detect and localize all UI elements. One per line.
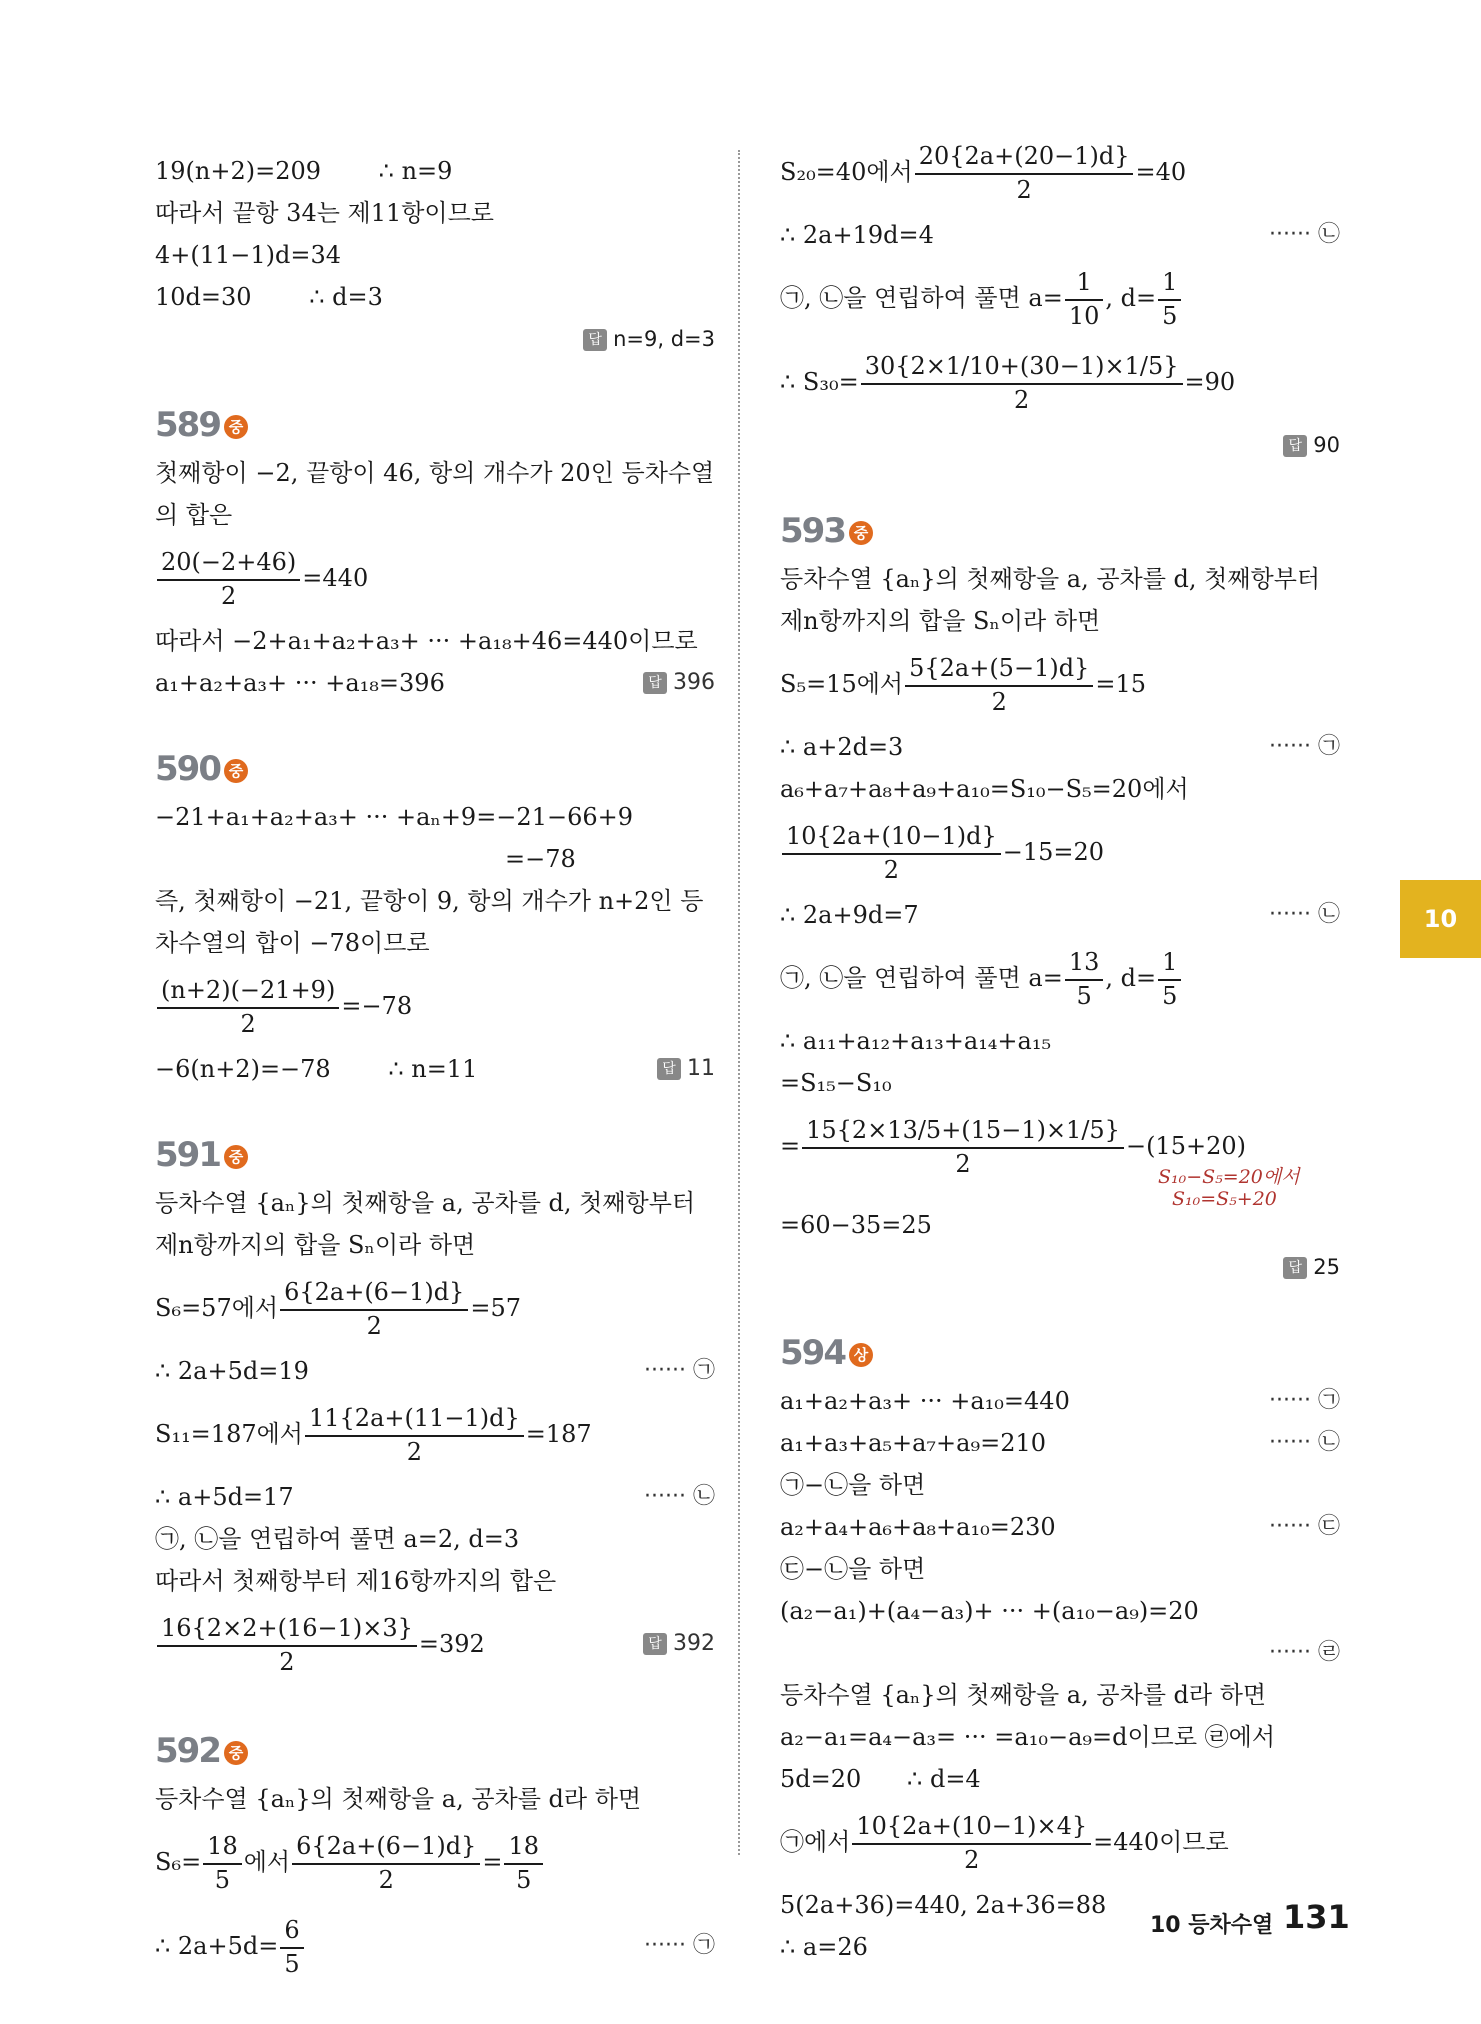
p590-result: ∴ n=11 — [388, 1055, 478, 1083]
eq-result: ∴ 2a+19d=4 — [780, 221, 934, 249]
level-badge: 중 — [849, 521, 873, 545]
eq-result: ∴ 2a+5d=19 — [155, 1357, 309, 1385]
p591-line-c — [155, 1392, 715, 1476]
eq-prefix: = — [780, 1132, 801, 1160]
p591-line-f: 따라서 첫째항부터 제16항까지의 합은 — [155, 1567, 557, 1595]
fraction-numerator: 16{2×2+(16−1)×3} — [157, 1613, 417, 1646]
fraction-denominator: 5 — [1076, 981, 1092, 1010]
p591-line-g — [155, 1602, 715, 1686]
problem-number: 591 — [155, 1135, 220, 1175]
p590-line-1: −21+a₁+a₂+a₃+ ··· +aₙ+9=−21−66+9 — [155, 803, 633, 831]
p592c-line-a — [780, 130, 1340, 214]
answer-intro — [155, 318, 715, 360]
fraction — [915, 141, 1134, 205]
p590-eq: −6(n+2)=−78 — [155, 1055, 331, 1083]
p590-line-5 — [155, 1048, 715, 1090]
eq-prefix: ㉠에서 — [780, 1828, 851, 1856]
footer-chapter-label: 10 등차수열 — [1150, 1913, 1274, 1938]
answer-value: 25 — [1313, 1255, 1340, 1279]
level-badge: 상 — [849, 1343, 873, 1367]
eq-suffix: =15 — [1095, 670, 1146, 698]
fraction-denominator: 5 — [214, 1865, 231, 1894]
annotation-line-1: S₁₀−S₅=20에서 — [1158, 1166, 1300, 1188]
eq-suffix: =187 — [525, 1420, 592, 1448]
eq-middle: , d= — [1105, 964, 1157, 992]
fraction — [782, 821, 1001, 885]
answer-value: n=9, d=3 — [613, 327, 715, 351]
eq-result: a₂+a₄+a₆+a₈+a₁₀=230 — [780, 1513, 1056, 1541]
eq-prefix: ∴ S₃₀= — [780, 368, 859, 396]
fraction-numerator: 1 — [1158, 947, 1181, 980]
p594-line-g: 등차수열 {aₙ}의 첫째항을 a, 공차를 d라 하면 — [780, 1681, 1267, 1709]
fraction-denominator: 2 — [1013, 385, 1030, 414]
answer-value: 90 — [1313, 433, 1340, 457]
right-column — [780, 142, 1340, 1968]
fraction — [852, 1811, 1091, 1875]
answer-tag: 답 — [643, 1633, 667, 1655]
fraction-numerator: 10{2a+(10−1)×4} — [852, 1811, 1091, 1844]
answer-592 — [780, 424, 1340, 466]
p589-line-4 — [155, 662, 715, 704]
fraction-numerator: 15{2×13/5+(15−1)×1/5} — [802, 1115, 1124, 1148]
fraction — [157, 975, 339, 1039]
eq-suffix: −(15+20) — [1125, 1132, 1246, 1160]
p594-line-e: ㉢−㉡을 하면 — [780, 1555, 926, 1583]
p594-line-j — [780, 1800, 1340, 1884]
p593-line-1: 등차수열 {aₙ}의 첫째항을 a, 공차를 d, 첫째항부터 제n항까지의 합을 Sₙ이라 하면 — [780, 565, 1321, 635]
fraction-denominator: 2 — [406, 1437, 423, 1466]
p594-line-d — [780, 1506, 1340, 1548]
p589-fraction-line — [155, 536, 715, 620]
answer-value: 396 — [673, 670, 715, 695]
p593-line-b — [780, 726, 1340, 768]
answer-589 — [643, 662, 715, 704]
p594-line-l: ∴ a=26 — [780, 1933, 868, 1961]
fraction — [305, 1403, 524, 1467]
p593-line-f — [780, 936, 1340, 1020]
fraction-numerator: 1 — [1158, 267, 1181, 300]
p590-fraction-line — [155, 964, 715, 1048]
fraction-denominator: 2 — [240, 1009, 256, 1038]
fraction — [280, 1277, 468, 1341]
level-badge: 중 — [224, 1741, 248, 1765]
answer-593 — [780, 1246, 1340, 1288]
p589-line-3: 따라서 −2+a₁+a₂+a₃+ ··· +a₁₈+46=440이므로 — [155, 627, 698, 655]
answer-tag: 답 — [583, 329, 607, 351]
fraction — [1065, 267, 1104, 331]
page-number: 131 — [1283, 1898, 1350, 1936]
level-badge: 중 — [224, 415, 248, 439]
fraction — [1065, 947, 1104, 1011]
p593-line-i — [780, 1104, 1340, 1210]
p594-line-a — [780, 1380, 1340, 1422]
p591-line-e: ㉠, ㉡을 연립하여 풀면 a=2, d=3 — [155, 1525, 520, 1553]
p594-line-f: (a₂−a₁)+(a₄−a₃)+ ··· +(a₁₀−a₉)=20 — [780, 1597, 1199, 1625]
equation-marker: ······ ㉡ — [1269, 902, 1340, 927]
p590-line-3: 즉, 첫째항이 −21, 끝항이 9, 항의 개수가 n+2인 등차수열의 합이 −78이므로 — [155, 887, 704, 957]
p594-line-f-mark — [780, 1632, 1340, 1674]
fraction-numerator: 5{2a+(5−1)d} — [905, 653, 1093, 686]
eq-suffix: −15=20 — [1002, 838, 1105, 866]
fraction-denominator: 5 — [284, 1949, 300, 1978]
equation-marker: ······ ㉡ — [644, 1484, 715, 1509]
column-divider — [738, 150, 740, 1855]
fraction-numerator: 18 — [504, 1831, 543, 1864]
eq-result: ∴ a+2d=3 — [780, 733, 904, 761]
answer-tag: 답 — [657, 1058, 681, 1080]
p593-line-h: =S₁₅−S₁₀ — [780, 1069, 892, 1097]
fraction-denominator: 5 — [1162, 301, 1178, 330]
p591-line-b — [155, 1350, 715, 1392]
answer-tag: 답 — [643, 672, 667, 694]
problem-593-number — [780, 504, 1340, 558]
eq-result: a₁+a₃+a₅+a₇+a₉=210 — [780, 1429, 1047, 1457]
intro-line-3: 4+(11−1)d=34 — [155, 241, 342, 269]
eq-suffix: =57 — [470, 1294, 521, 1322]
intro-result: ∴ n=9 — [378, 157, 453, 185]
equation-marker: ······ ㉠ — [1269, 734, 1340, 759]
fraction-numerator: 30{2×1/10+(30−1)×1/5} — [861, 351, 1183, 384]
equation-marker: ······ ㉣ — [1269, 1640, 1340, 1665]
fraction — [292, 1831, 480, 1895]
p591-line-a — [155, 1266, 715, 1350]
fraction-numerator: 11{2a+(11−1)d} — [305, 1403, 524, 1436]
p593-line-c: a₆+a₇+a₈+a₉+a₁₀=S₁₀−S₅=20에서 — [780, 775, 1189, 803]
problem-number: 593 — [780, 511, 845, 551]
problem-591-number — [155, 1128, 715, 1182]
fraction-denominator: 2 — [883, 855, 900, 884]
p589-result: a₁+a₂+a₃+ ··· +a₁₈=396 — [155, 669, 445, 697]
p594-line-c: ㉠−㉡을 하면 — [780, 1471, 926, 1499]
fraction-denominator: 2 — [366, 1311, 382, 1340]
problem-number: 589 — [155, 405, 220, 445]
p592-line-a — [155, 1820, 715, 1904]
level-badge: 중 — [224, 759, 248, 783]
intro-result-2: ∴ d=3 — [309, 283, 383, 311]
eq-prefix: ㉠, ㉡을 연립하여 풀면 a= — [780, 964, 1063, 992]
eq-prefix: ㉠, ㉡을 연립하여 풀면 a= — [780, 284, 1063, 312]
p593-line-j: =60−35=25 — [780, 1211, 932, 1239]
fraction — [802, 1115, 1124, 1179]
p593-line-d — [780, 810, 1340, 894]
p593-line-g: ∴ a₁₁+a₁₂+a₁₃+a₁₄+a₁₅ — [780, 1027, 1052, 1055]
eq-result: ∴ 2a+9d=7 — [780, 901, 919, 929]
fraction-numerator: 1 — [1065, 267, 1104, 300]
answer-tag: 답 — [1283, 435, 1307, 457]
fraction-numerator: (n+2)(−21+9) — [157, 975, 339, 1008]
fraction — [157, 547, 300, 611]
eq-prefix: S₅=15에서 — [780, 670, 904, 698]
annotation-line-2: S₁₀=S₅+20 — [1172, 1188, 1277, 1210]
p592-line-b — [155, 1904, 715, 1988]
eq-prefix: S₆= — [155, 1848, 202, 1876]
fraction — [203, 1831, 242, 1895]
fraction-denominator: 2 — [279, 1647, 295, 1676]
p592c-line-c — [780, 256, 1340, 340]
fraction-denominator: 5 — [1162, 981, 1178, 1010]
eq-prefix: S₁₁=187에서 — [155, 1420, 303, 1448]
p592c-line-b — [780, 214, 1340, 256]
fraction-numerator: 13 — [1065, 947, 1104, 980]
problem-589-number — [155, 398, 715, 452]
intro-line-1 — [155, 150, 715, 192]
eq-result: ∴ a+5d=17 — [155, 1483, 294, 1511]
p594-line-i: 5d=20 ∴ d=4 — [780, 1765, 981, 1793]
intro-eq-2: 10d=30 — [155, 283, 252, 311]
equation-marker: ······ ㉢ — [1269, 1514, 1340, 1539]
p589-line-1: 첫째항이 −2, 끝항이 46, 항의 개수가 20인 등차수열의 합은 — [155, 459, 715, 529]
eq-suffix: =90 — [1184, 368, 1236, 396]
fraction-denominator: 2 — [991, 687, 1007, 716]
problem-592-number — [155, 1724, 715, 1778]
fraction-numerator: 10{2a+(10−1)d} — [782, 821, 1001, 854]
eq-prefix: S₆=57에서 — [155, 1294, 279, 1322]
p591-line-1: 등차수열 {aₙ}의 첫째항을 a, 공차를 d, 첫째항부터 제n항까지의 합을 Sₙ이라 하면 — [155, 1189, 696, 1259]
fraction-denominator: 2 — [1016, 175, 1032, 204]
equation-marker: ······ ㉠ — [1269, 1388, 1340, 1413]
answer-591 — [643, 1602, 715, 1686]
fraction-numerator: 18 — [203, 1831, 242, 1864]
eq-suffix: =392 — [418, 1630, 485, 1658]
answer-tag: 답 — [1283, 1257, 1307, 1279]
intro-eq: 19(n+2)=209 — [155, 157, 322, 185]
fraction-denominator: 2 — [955, 1149, 971, 1178]
fraction-denominator: 2 — [964, 1845, 980, 1874]
fraction-result: =−78 — [341, 992, 413, 1020]
fraction-numerator: 6 — [280, 1915, 303, 1948]
fraction — [1158, 267, 1181, 331]
p590-line-2: =−78 — [505, 845, 576, 873]
p594-line-h: a₂−a₁=a₄−a₃= ··· =a₁₀−a₉=d이므로 ㉣에서 — [780, 1723, 1276, 1751]
fraction — [1158, 947, 1181, 1011]
fraction — [504, 1831, 543, 1895]
left-column — [155, 150, 715, 1988]
p593-line-e — [780, 894, 1340, 936]
fraction — [905, 653, 1093, 717]
fraction-numerator: 6{2a+(6−1)d} — [292, 1831, 480, 1864]
fraction-denominator: 2 — [221, 581, 237, 610]
problem-594-number — [780, 1326, 1340, 1380]
answer-value: 392 — [673, 1631, 715, 1656]
fraction-denominator: 5 — [516, 1865, 532, 1894]
fraction — [280, 1915, 303, 1979]
answer-value: 11 — [687, 1056, 715, 1081]
intro-line-2: 따라서 끝항 34는 제11항이므로 — [155, 199, 494, 227]
eq-suffix: =440이므로 — [1093, 1828, 1229, 1856]
fraction — [157, 1613, 417, 1677]
p594-line-b — [780, 1422, 1340, 1464]
eq-sign: = — [482, 1848, 503, 1876]
equation-marker: ······ ㉠ — [644, 1358, 715, 1383]
equation-marker: ······ ㉠ — [644, 1933, 715, 1958]
p592c-line-d — [780, 340, 1340, 424]
p594-line-k: 5(2a+36)=440, 2a+36=88 — [780, 1891, 1107, 1919]
p592-line-1: 등차수열 {aₙ}의 첫째항을 a, 공차를 d라 하면 — [155, 1785, 642, 1813]
intro-line-4 — [155, 276, 715, 318]
fraction — [861, 351, 1183, 415]
level-badge: 중 — [224, 1145, 248, 1169]
equation-marker: ······ ㉡ — [1269, 1430, 1340, 1455]
fraction-numerator: 6{2a+(6−1)d} — [280, 1277, 468, 1310]
fraction-numerator: 20(−2+46) — [157, 547, 300, 580]
eq-suffix: =40 — [1135, 158, 1187, 186]
problem-number: 594 — [780, 1333, 845, 1373]
p591-line-d — [155, 1476, 715, 1518]
eq-middle: 에서 — [243, 1848, 291, 1876]
eq-result: a₁+a₂+a₃+ ··· +a₁₀=440 — [780, 1387, 1070, 1415]
eq-prefix: S₂₀=40에서 — [780, 158, 913, 186]
problem-590-number — [155, 742, 715, 796]
problem-number: 590 — [155, 749, 220, 789]
eq-prefix: ∴ 2a+5d= — [155, 1932, 279, 1960]
fraction-numerator: 20{2a+(20−1)d} — [915, 141, 1134, 174]
problem-number: 592 — [155, 1731, 220, 1771]
p593-line-a — [780, 642, 1340, 726]
chapter-tab: 10 — [1400, 880, 1481, 958]
eq-middle: , d= — [1105, 284, 1157, 312]
answer-590 — [657, 1048, 715, 1090]
equation-marker: ······ ㉡ — [1269, 222, 1340, 247]
fraction-denominator: 2 — [378, 1865, 394, 1894]
fraction-result: =440 — [302, 564, 369, 592]
fraction-denominator: 10 — [1068, 301, 1100, 330]
